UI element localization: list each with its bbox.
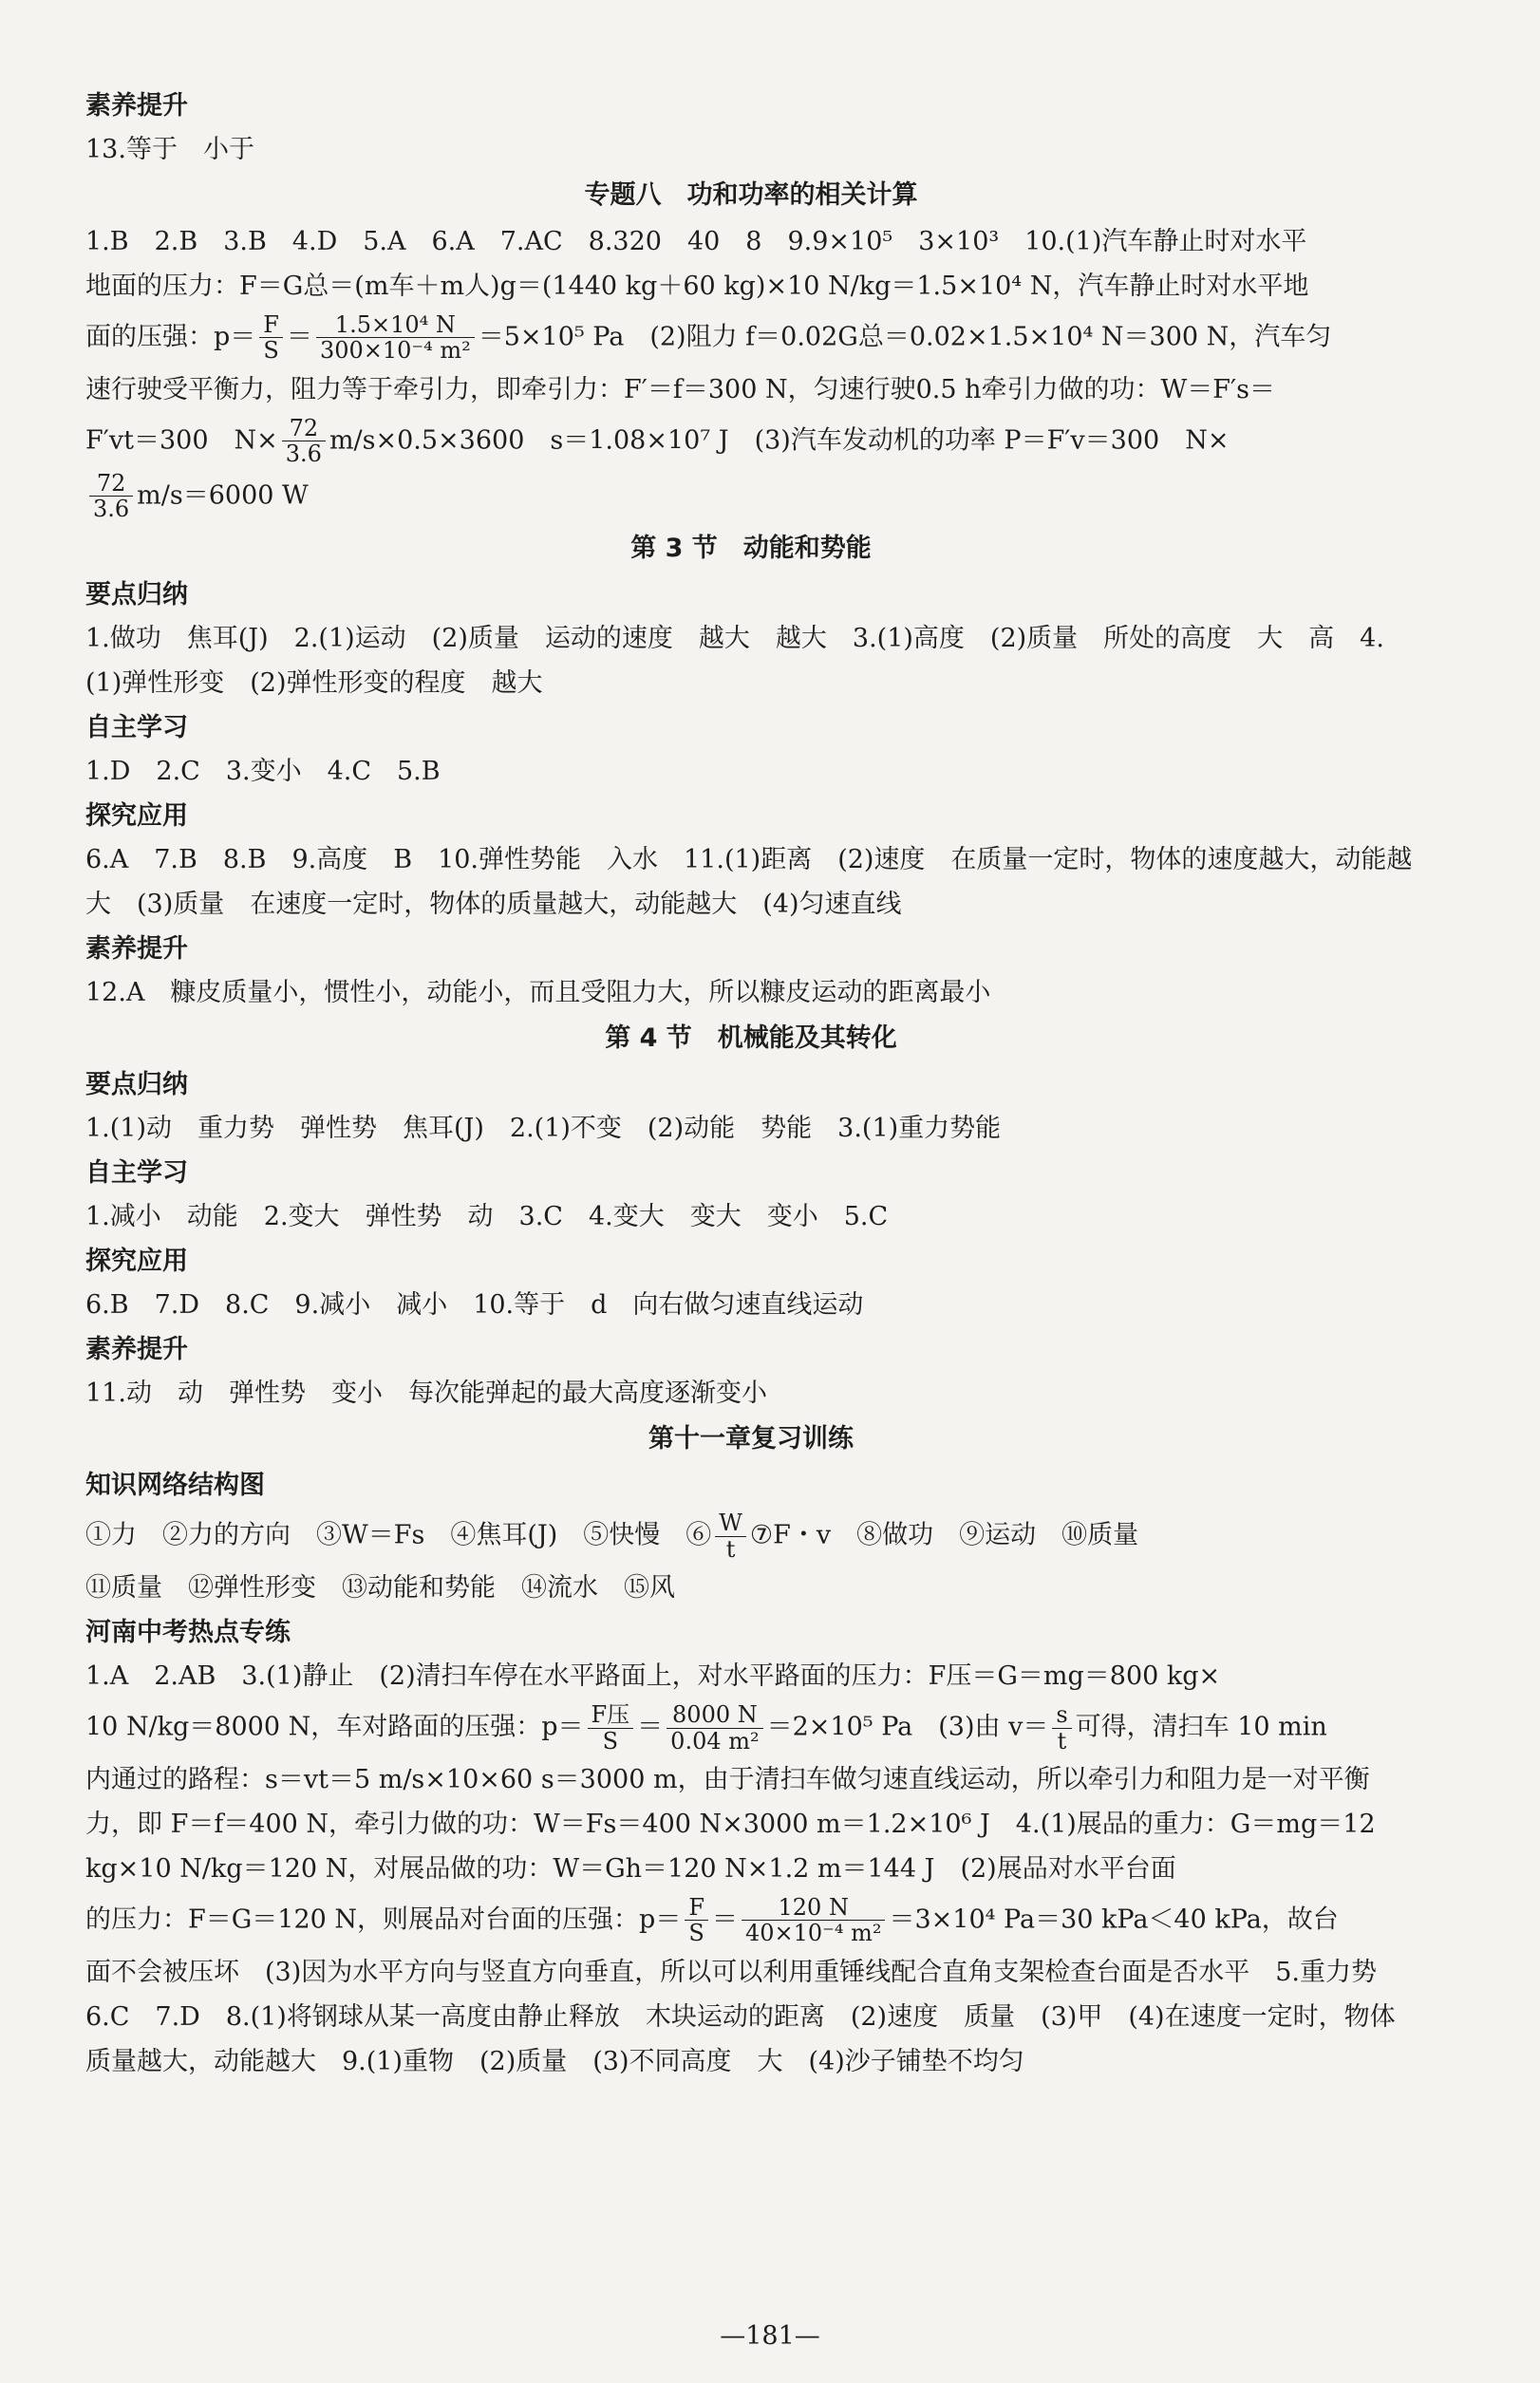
fraction <box>282 416 326 467</box>
answer-line: ⑪质量 ⑫弹性形变 ⑬动能和势能 ⑭流水 ⑮风 <box>85 1573 675 1604</box>
fraction-denominator: 300×10⁻⁴ m² <box>319 337 471 365</box>
fraction <box>1052 1702 1071 1754</box>
fraction-denominator: S <box>263 337 279 365</box>
fraction <box>685 1895 708 1946</box>
answer-paragraph: 1.做功 焦耳(J) 2.(1)运动 (2)质量 运动的速度 越大 越大 3.(1)高度 (2)质量 所处的高度 大 高 4.(1)弹性形变 (2)弹性形变的程度 越大 <box>85 624 1384 699</box>
fraction <box>588 1702 634 1754</box>
text: ＝2×10⁵ Pa (3)由 v＝ <box>766 1712 1049 1742</box>
heading-inquiry-application: 探究应用 <box>85 1247 188 1277</box>
fraction-numerator: 120 N <box>742 1895 885 1921</box>
section-title-chapter11-review: 第十一章复习训练 <box>648 1424 854 1454</box>
answer-line: 12.A 糠皮质量小，惯性小，动能小，而且受阻力大，所以糠皮运动的距离最小 <box>85 978 991 1008</box>
fraction-numerator: 8000 N <box>667 1702 762 1728</box>
fraction-numerator: W <box>715 1510 746 1536</box>
fraction <box>259 312 283 364</box>
fraction-denominator: 0.04 m² <box>670 1727 760 1754</box>
section-title-lesson4: 第 4 节 机械能及其转化 <box>605 1023 897 1054</box>
text: 的压力：F＝G＝120 N，则展品对台面的压强：p＝ <box>85 1905 682 1935</box>
heading-key-points: 要点归纳 <box>85 580 188 610</box>
fraction-numerator: F <box>685 1895 708 1921</box>
answer-paragraph: 面不会被压坏 (3)因为水平方向与竖直方向垂直，所以可以利用重锤线配合直角支架检查台面是否水平 5.重力势 6.C 7.D 8.(1)将钢球从某一高度由静止释放 木块运动的距离 (2)速度 质量 (3)甲 (4)在速度一定时，物体质量越大，动能越大 9.(1)重物 (2)质量 (3)不同高度 大 (4)沙子铺垫不均匀 <box>85 1957 1403 2076</box>
text: ＝ <box>637 1712 664 1742</box>
answer-line: 1.(1)动 重力势 弹性势 焦耳(J) 2.(1)不变 (2)动能 势能 3.(1)重力势能 <box>85 1114 1002 1144</box>
text: ＝3×10⁴ Pa＝30 kPa＜40 kPa，故台 <box>889 1905 1339 1935</box>
text: m/s×0.5×3600 s＝1.08×10⁷ J (3)汽车发动机的功率 P＝F′v＝300 N× <box>329 425 1230 456</box>
fraction-denominator: t <box>1057 1727 1067 1754</box>
text: 可得，清扫车 10 min <box>1075 1712 1327 1742</box>
answer-line-with-fraction <box>85 471 1417 522</box>
fraction-numerator: 1.5×10⁴ N <box>316 312 475 338</box>
text: ①力 ②力的方向 ③W＝Fs ④焦耳(J) ⑤快慢 ⑥ <box>85 1520 712 1550</box>
fraction <box>715 1510 746 1562</box>
heading-literacy-improvement: 素养提升 <box>85 1335 188 1365</box>
answer-line: 6.B 7.D 8.C 9.减小 减小 10.等于 d 向右做匀速直线运动 <box>85 1290 864 1321</box>
heading-self-study: 自主学习 <box>85 1158 188 1189</box>
heading-literacy-improvement: 素养提升 <box>85 91 188 121</box>
heading-literacy-improvement: 素养提升 <box>85 934 188 965</box>
text: m/s＝6000 W <box>137 479 309 510</box>
answer-line: 速行驶受平衡力，阻力等于牵引力，即牵引力：F′＝f＝300 N，匀速行驶0.5 h牵引力做的功：W＝F′s＝ <box>85 374 1275 404</box>
page-number: —181— <box>720 2321 820 2351</box>
heading-henan-exam-practice: 河南中考热点专练 <box>85 1618 291 1648</box>
text: ⑦F・v ⑧做功 ⑨运动 ⑩质量 <box>749 1520 1139 1550</box>
fraction-denominator: 3.6 <box>93 495 130 522</box>
answer-line-with-fraction <box>85 312 1417 364</box>
fraction-denominator: S <box>602 1727 619 1754</box>
answer-line: 1.B 2.B 3.B 4.D 5.A 6.A 7.AC 8.320 40 8 9.9×10⁵ 3×10³ 10.(1)汽车静止时对水平 <box>85 227 1307 256</box>
text: F′vt＝300 N× <box>85 425 278 456</box>
text: ＝5×10⁵ Pa (2)阻力 f＝0.02G总＝0.02×1.5×10⁴ N＝300 N，汽车匀 <box>478 322 1332 352</box>
fraction-denominator: S <box>688 1920 704 1947</box>
heading-self-study: 自主学习 <box>85 713 188 743</box>
text: 10 N/kg＝8000 N，车对路面的压强：p＝ <box>85 1712 584 1742</box>
text: ＝ <box>286 322 312 352</box>
fraction-numerator: s <box>1052 1702 1071 1728</box>
fraction-denominator: 3.6 <box>285 441 322 468</box>
answer-line: 1.D 2.C 3.变小 4.C 5.B <box>85 757 441 787</box>
answer-line-with-fraction <box>85 1702 1417 1754</box>
section-title-topic8: 专题八 功和功率的相关计算 <box>584 180 918 210</box>
answer-line-with-fraction <box>85 1510 1417 1562</box>
fraction-numerator: 72 <box>282 416 326 441</box>
answer-line: 地面的压力：F＝G总＝(m车＋m人)g＝(1440 kg＋60 kg)×10 N/kg＝1.5×10⁴ N，汽车静止时对水平地 <box>85 272 1309 301</box>
fraction-numerator: F压 <box>588 1702 634 1728</box>
answer-paragraph: 6.A 7.B 8.B 9.高度 B 10.弹性势能 入水 11.(1)距离 (2)速度 在质量一定时，物体的速度越大，动能越大 (3)质量 在速度一定时，物体的质量越大，动能越大 (4)匀速直线 <box>85 845 1413 920</box>
text: ＝ <box>711 1905 738 1935</box>
answer-paragraph: 内通过的路程：s＝vt＝5 m/s×10×60 s＝3000 m，由于清扫车做匀速直线运动，所以牵引力和阻力是一对平衡力，即 F＝f＝400 N，牵引力做的功：W＝Fs＝400 N×3000 m＝1.2×10⁶ J 4.(1)展品的重力：G＝mg＝12 kg×10 N/kg＝120 N，对展品做的功：W＝Gh＝120 N×1.2 m＝144 J (2)展品对水平台面 <box>85 1764 1376 1884</box>
fraction <box>667 1702 762 1754</box>
fraction <box>742 1895 885 1946</box>
fraction <box>316 312 475 364</box>
answer-line-with-fraction <box>85 416 1417 467</box>
fraction-denominator: 40×10⁻⁴ m² <box>744 1920 882 1947</box>
fraction-denominator: t <box>725 1535 736 1563</box>
section-title-lesson3: 第 3 节 动能和势能 <box>630 534 872 564</box>
answer-line: 11.动 动 弹性势 变小 每次能弹起的最大高度逐渐变小 <box>85 1379 767 1409</box>
text: 面的压强：p＝ <box>85 322 256 352</box>
heading-key-points: 要点归纳 <box>85 1070 188 1100</box>
heading-knowledge-network: 知识网络结构图 <box>85 1471 265 1501</box>
answer-line: 1.A 2.AB 3.(1)静止 (2)清扫车停在水平路面上，对水平路面的压力：F压＝G＝mg＝800 kg× <box>85 1661 1221 1692</box>
answer-line-with-fraction <box>85 1895 1417 1946</box>
heading-inquiry-application: 探究应用 <box>85 801 188 832</box>
fraction-numerator: F <box>259 312 283 338</box>
fraction-numerator: 72 <box>89 471 133 497</box>
answer-line: 13.等于 小于 <box>85 135 254 164</box>
fraction <box>89 471 133 522</box>
answer-line: 1.减小 动能 2.变大 弹性势 动 3.C 4.变大 变大 变小 5.C <box>85 1202 889 1232</box>
